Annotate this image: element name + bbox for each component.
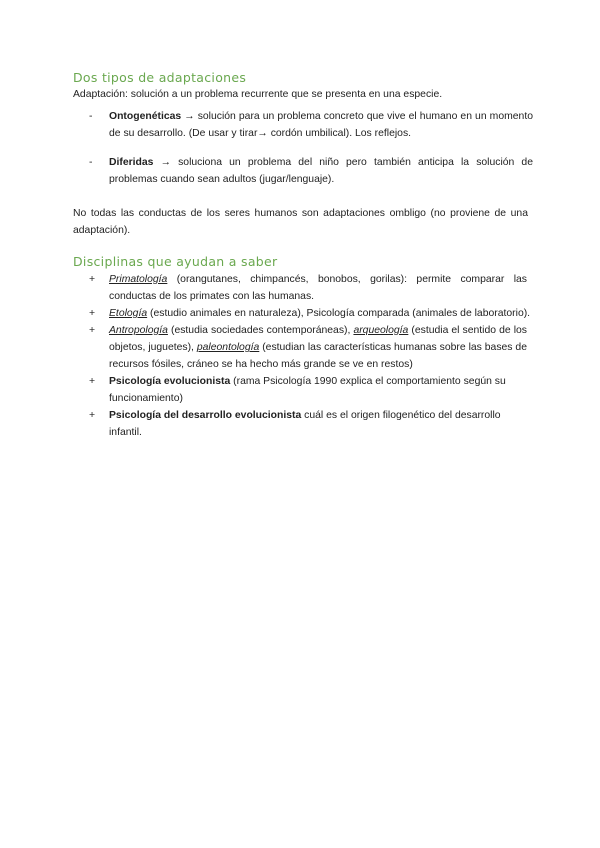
list-item-antropologia <box>73 322 527 373</box>
item-text: (estudio animales en naturaleza), Psicología comparada (animales de laboratorio). <box>147 308 531 319</box>
disciplines-list <box>73 271 559 441</box>
plus-marker: + <box>89 410 96 421</box>
dash-marker: - <box>89 157 93 168</box>
term-ontogeneticas: Ontogenéticas <box>109 111 182 122</box>
term-antropologia: Antropología <box>109 325 168 336</box>
plus-marker: + <box>89 376 96 387</box>
item-text: (estudia el sentido de los objetos, juguetes), <box>109 325 527 353</box>
term-psicologia-desarrollo: Psicología del desarrollo evolucionista <box>109 410 302 421</box>
section-heading-disciplinas: Disciplinas que ayudan a saber <box>73 254 278 269</box>
item-text: → solución para un problema concreto que vive el humano en un momento de su desarrollo. (De usar y tirar→ cordón umbilical). Los reflejos. <box>109 111 533 139</box>
list-item-ontogeneticas <box>73 108 533 142</box>
term-arqueologia: arqueología <box>353 325 409 336</box>
term-psicologia-evolucionista: Psicología evolucionista <box>109 376 231 387</box>
intro-paragraph: Adaptación: solución a un problema recurrente que se presenta en una especie. <box>73 89 443 100</box>
list-item-primatologia <box>73 271 527 305</box>
dash-marker: - <box>89 111 93 122</box>
item-text: (estudia sociedades contemporáneas), <box>167 325 354 336</box>
plus-marker: + <box>89 325 96 336</box>
item-text: (orangutanes, chimpancés, bonobos, gorilas): permite comparar las conductas de los primates con las humanas. <box>109 274 527 302</box>
list-item-psicologia-desarrollo <box>73 407 527 441</box>
list-item-psicologia-evolucionista <box>73 373 527 407</box>
section-heading-adaptaciones: Dos tipos de adaptaciones <box>73 70 247 85</box>
term-etologia: Etología <box>109 308 148 319</box>
term-paleontologia: paleontología <box>196 342 260 353</box>
item-text: (rama Psicología 1990 explica el comportamiento según su funcionamiento) <box>109 376 506 404</box>
list-item-diferidas <box>73 154 533 188</box>
item-text: → soluciona un problema del niño pero también anticipa la solución de problemas cuando sean adultos (jugar/lenguaje). <box>109 157 533 185</box>
list-item-etologia <box>73 305 559 322</box>
plus-marker: + <box>89 274 96 285</box>
note-paragraph: No todas las conductas de los seres humanos son adaptaciones ombligo (no proviene de una adaptación). <box>73 208 528 236</box>
term-primatologia: Primatología <box>109 274 168 285</box>
adaptation-types-list <box>73 108 533 188</box>
plus-marker: + <box>89 308 96 319</box>
term-diferidas: Diferidas <box>109 157 154 168</box>
item-text: (estudian las características humanas sobre las bases de recursos fósiles, cráneo se ha hecho más grande se ve en restos) <box>109 342 527 370</box>
item-text: cuál es el origen filogenético del desarrollo infantil. <box>109 410 501 438</box>
